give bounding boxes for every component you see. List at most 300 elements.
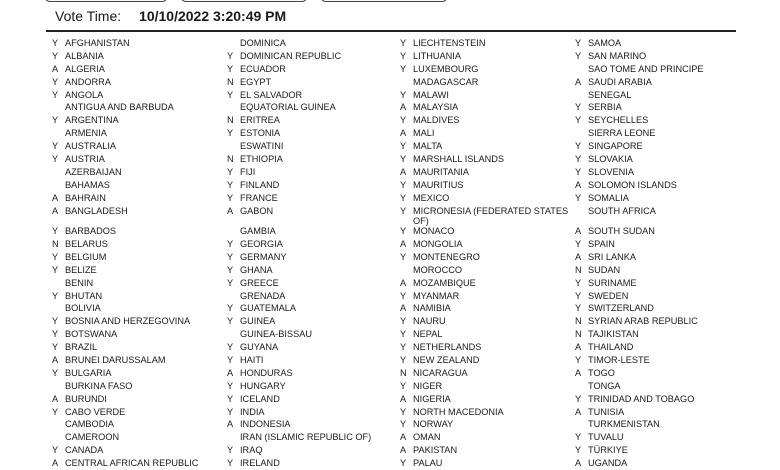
vote-value: N	[575, 329, 582, 340]
vote-row	[52, 342, 224, 355]
vote-row	[400, 355, 572, 368]
country-name: BENIN	[65, 277, 94, 288]
vote-row	[227, 226, 399, 239]
vote-row	[52, 193, 224, 206]
vote-value: A	[52, 458, 59, 469]
country-name: BAHAMAS	[65, 179, 110, 190]
vote-row	[227, 458, 399, 470]
country-name: ANDORRA	[65, 76, 111, 87]
vote-row	[52, 90, 224, 103]
vote-row	[52, 303, 224, 316]
country-name: CAMEROON	[65, 432, 120, 443]
vote-row	[227, 445, 399, 458]
country-name: CABO VERDE	[65, 406, 126, 417]
vote-value: Y	[227, 264, 234, 275]
country-name: SENEGAL	[588, 89, 632, 100]
vote-value: Y	[52, 367, 59, 378]
vote-value: Y	[227, 316, 234, 327]
country-column-2	[227, 38, 399, 470]
country-name: NEPAL	[413, 329, 443, 340]
country-name: LITHUANIA	[413, 50, 461, 61]
country-name: SWITZERLAND	[588, 303, 654, 314]
vote-row	[52, 77, 224, 90]
country-name: AUSTRALIA	[65, 141, 117, 152]
vote-row	[575, 102, 747, 115]
vote-row	[575, 252, 747, 265]
vote-value: A	[575, 251, 582, 262]
country-name: ESTONIA	[240, 128, 281, 139]
country-name: GRENADA	[240, 290, 286, 301]
vote-value: Y	[575, 141, 582, 152]
vote-row	[400, 51, 572, 64]
country-name: NIGERIA	[413, 393, 451, 404]
country-name: ARMENIA	[65, 128, 107, 139]
country-name: ETHIOPIA	[240, 154, 283, 165]
country-name: DOMINICAN REPUBLIC	[240, 50, 342, 61]
vote-row	[227, 102, 399, 115]
vote-value: Y	[227, 192, 234, 203]
country-name: TUVALU	[588, 432, 624, 443]
country-name: SEYCHELLES	[588, 115, 649, 126]
vote-row	[575, 368, 747, 381]
country-name: SOMALIA	[588, 192, 629, 203]
country-name: IRAN (ISLAMIC REPUBLIC OF)	[240, 432, 372, 443]
country-name: ECUADOR	[240, 63, 286, 74]
vote-value: Y	[227, 445, 234, 456]
vote-row	[52, 265, 224, 278]
vote-row	[575, 193, 747, 206]
vote-value: Y	[575, 290, 582, 301]
country-name: GREECE	[240, 277, 279, 288]
vote-value: Y	[400, 406, 407, 417]
country-name: MONACO	[413, 226, 455, 237]
country-name: FINLAND	[240, 179, 280, 190]
country-name: INDIA	[240, 406, 265, 417]
vote-row	[400, 206, 572, 227]
country-column-3	[400, 38, 572, 470]
country-name: SLOVAKIA	[588, 154, 633, 165]
vote-row	[52, 226, 224, 239]
country-name: GABON	[240, 205, 274, 216]
vote-time	[55, 8, 286, 24]
country-name: SERBIA	[588, 102, 622, 113]
vote-value: Y	[227, 179, 234, 190]
vote-value: N	[575, 316, 582, 327]
vote-row	[400, 381, 572, 394]
country-name: TONGA	[588, 380, 621, 391]
vote-value: Y	[52, 76, 59, 87]
vote-value: A	[575, 76, 582, 87]
vote-row	[400, 128, 572, 141]
vote-row	[227, 419, 399, 432]
country-name: SYRIAN ARAB REPUBLIC	[588, 316, 698, 327]
country-name: EL SALVADOR	[240, 89, 303, 100]
vote-row	[400, 368, 572, 381]
vote-value: A	[575, 179, 582, 190]
vote-value: Y	[400, 179, 407, 190]
vote-value: Y	[227, 277, 234, 288]
vote-time-value: 10/10/2022 3:20:49 PM	[139, 8, 287, 24]
country-name: GHANA	[240, 264, 273, 275]
vote-value: Y	[400, 251, 407, 262]
vote-row	[52, 167, 224, 180]
vote-row	[52, 419, 224, 432]
country-name: NETHERLANDS	[413, 342, 482, 353]
vote-value: Y	[400, 192, 407, 203]
country-name: SLOVENIA	[588, 166, 634, 177]
vote-row	[400, 193, 572, 206]
vote-row	[400, 64, 572, 77]
vote-row	[52, 252, 224, 265]
vote-row	[52, 102, 224, 115]
country-name: GUYANA	[240, 342, 279, 353]
country-name: MAURITIUS	[413, 179, 464, 190]
country-name: BOSNIA AND HERZEGOVINA	[65, 316, 191, 327]
vote-value: A	[227, 367, 234, 378]
vote-row	[575, 291, 747, 304]
vote-row	[400, 226, 572, 239]
country-name: ERITREA	[240, 115, 280, 126]
vote-value: Y	[52, 115, 59, 126]
country-name: ALGERIA	[65, 63, 105, 74]
vote-row	[400, 265, 572, 278]
country-name: HONDURAS	[240, 367, 293, 378]
top-button-middle[interactable]	[180, 0, 308, 2]
vote-value: N	[227, 154, 234, 165]
vote-value: Y	[52, 226, 59, 237]
vote-row	[227, 291, 399, 304]
vote-row	[575, 381, 747, 394]
vote-value: Y	[227, 393, 234, 404]
vote-row	[227, 265, 399, 278]
vote-row	[227, 432, 399, 445]
vote-row	[400, 90, 572, 103]
country-name: GAMBIA	[240, 226, 276, 237]
country-name: SAO TOME AND PRINCIPE	[588, 63, 704, 74]
vote-value: Y	[575, 166, 582, 177]
vote-row	[575, 432, 747, 445]
vote-row	[52, 154, 224, 167]
country-name: THAILAND	[588, 342, 634, 353]
country-name: SPAIN	[588, 238, 615, 249]
vote-row	[52, 128, 224, 141]
country-name: FIJI	[240, 166, 256, 177]
vote-row	[575, 355, 747, 368]
header-divider	[46, 30, 736, 32]
vote-row	[575, 167, 747, 180]
vote-row	[575, 419, 747, 432]
vote-row	[400, 167, 572, 180]
country-name: SIERRA LEONE	[588, 128, 656, 139]
vote-value: Y	[52, 342, 59, 353]
vote-value: Y	[52, 50, 59, 61]
vote-row	[227, 115, 399, 128]
country-name: MOROCCO	[413, 264, 462, 275]
country-name: CENTRAL AFRICAN REPUBLIC	[65, 458, 199, 469]
country-name: BOTSWANA	[65, 329, 118, 340]
vote-row	[52, 368, 224, 381]
vote-row	[400, 239, 572, 252]
country-name: SWEDEN	[588, 290, 629, 301]
vote-row	[227, 77, 399, 90]
country-name: TUNISIA	[588, 406, 625, 417]
vote-value: Y	[400, 50, 407, 61]
vote-row	[400, 180, 572, 193]
vote-row	[227, 239, 399, 252]
vote-row	[52, 432, 224, 445]
vote-value: A	[400, 277, 407, 288]
country-name: EQUATORIAL GUINEA	[240, 102, 336, 113]
country-name: MALTA	[413, 141, 443, 152]
country-name: BAHRAIN	[65, 192, 106, 203]
vote-row	[575, 128, 747, 141]
vote-value: N	[575, 264, 582, 275]
vote-row	[52, 64, 224, 77]
vote-row	[575, 51, 747, 64]
country-name: SAMOA	[588, 38, 622, 48]
vote-value: Y	[52, 445, 59, 456]
vote-value: Y	[227, 354, 234, 365]
vote-row	[400, 154, 572, 167]
vote-row	[227, 154, 399, 167]
vote-row	[400, 252, 572, 265]
vote-row	[52, 445, 224, 458]
country-name: AFGHANISTAN	[65, 38, 130, 48]
country-name: ANTIGUA AND BARBUDA	[65, 102, 174, 113]
vote-value: Y	[227, 406, 234, 417]
vote-row	[227, 394, 399, 407]
vote-value: Y	[400, 316, 407, 327]
vote-value: Y	[52, 38, 59, 48]
country-name: BELGIUM	[65, 251, 107, 262]
country-name: GUATEMALA	[240, 303, 296, 314]
country-name: TURKMENISTAN	[588, 419, 660, 430]
vote-value: Y	[227, 50, 234, 61]
country-name: MALDIVES	[413, 115, 460, 126]
vote-row	[52, 180, 224, 193]
vote-row	[575, 141, 747, 154]
vote-value: Y	[400, 380, 407, 391]
vote-row	[227, 206, 399, 227]
country-column-4	[575, 38, 747, 470]
country-name: BRUNEI DARUSSALAM	[65, 354, 166, 365]
vote-row	[575, 445, 747, 458]
vote-value: Y	[227, 380, 234, 391]
country-name: OMAN	[413, 432, 441, 443]
country-name: NEW ZEALAND	[413, 354, 480, 365]
country-name: NORTH MACEDONIA	[413, 406, 504, 417]
vote-value: Y	[575, 115, 582, 126]
vote-value: A	[400, 445, 407, 456]
vote-row	[227, 141, 399, 154]
country-name: TAJIKISTAN	[588, 329, 639, 340]
vote-value: Y	[52, 141, 59, 152]
country-name: MEXICO	[413, 192, 450, 203]
vote-row	[52, 381, 224, 394]
country-name: SINGAPORE	[588, 141, 643, 152]
vote-value: Y	[400, 354, 407, 365]
vote-value: N	[227, 115, 234, 126]
vote-value: A	[400, 102, 407, 113]
vote-value: A	[575, 458, 582, 469]
country-name: SUDAN	[588, 264, 621, 275]
vote-value: A	[52, 205, 59, 216]
vote-row	[227, 407, 399, 420]
country-name: BANGLADESH	[65, 205, 128, 216]
vote-row	[400, 303, 572, 316]
vote-value: A	[400, 128, 407, 139]
vote-value: Y	[575, 38, 582, 48]
country-name: SOUTH SUDAN	[588, 226, 655, 237]
vote-row	[52, 206, 224, 227]
vote-value: A	[400, 393, 407, 404]
country-name: PAKISTAN	[413, 445, 458, 456]
vote-row	[52, 278, 224, 291]
vote-row	[227, 329, 399, 342]
country-name: HUNGARY	[240, 380, 286, 391]
vote-row	[52, 51, 224, 64]
vote-row	[52, 329, 224, 342]
country-name: NIGER	[413, 380, 443, 391]
country-name: MALAYSIA	[413, 102, 459, 113]
vote-row	[575, 329, 747, 342]
country-name: BURUNDI	[65, 393, 107, 404]
country-name: SAN MARINO	[588, 50, 647, 61]
vote-row	[575, 407, 747, 420]
vote-row	[575, 265, 747, 278]
vote-value: Y	[227, 251, 234, 262]
country-name: LUXEMBOURG	[413, 63, 479, 74]
country-name: MARSHALL ISLANDS	[413, 154, 505, 165]
vote-row	[227, 128, 399, 141]
country-name: IRELAND	[240, 458, 280, 469]
vote-value: A	[227, 205, 234, 216]
vote-time-label: Vote Time:	[55, 8, 122, 24]
vote-value: Y	[400, 342, 407, 353]
country-name: AZERBAIJAN	[65, 166, 122, 177]
country-name: DOMINICA	[240, 38, 286, 48]
vote-row	[575, 316, 747, 329]
country-name: MOZAMBIQUE	[413, 277, 476, 288]
vote-row	[575, 180, 747, 193]
vote-row	[575, 90, 747, 103]
vote-value: A	[400, 303, 407, 314]
country-name: BULGARIA	[65, 367, 112, 378]
vote-value: Y	[575, 154, 582, 165]
country-name: BARBADOS	[65, 226, 117, 237]
vote-row	[52, 141, 224, 154]
vote-value: Y	[575, 303, 582, 314]
vote-row	[52, 316, 224, 329]
vote-row	[52, 115, 224, 128]
vote-value: Y	[52, 329, 59, 340]
vote-value: Y	[400, 290, 407, 301]
country-name: TRINIDAD AND TOBAGO	[588, 393, 695, 404]
country-name: TOGO	[588, 367, 615, 378]
vote-value: N	[227, 76, 234, 87]
vote-value: A	[52, 192, 59, 203]
vote-row	[52, 458, 224, 470]
country-name: CANADA	[65, 445, 104, 456]
country-column-1	[52, 38, 224, 470]
vote-row	[52, 291, 224, 304]
vote-row	[575, 226, 747, 239]
country-name: NICARAGUA	[413, 367, 468, 378]
country-name: MONTENEGRO	[413, 251, 480, 262]
country-name: MICRONESIA (FEDERATED STATES OF)	[413, 205, 569, 226]
country-name: MALI	[413, 128, 435, 139]
vote-row	[575, 154, 747, 167]
country-name: AUSTRIA	[65, 154, 105, 165]
country-name: TIMOR-LESTE	[588, 354, 650, 365]
vote-value: Y	[400, 226, 407, 237]
vote-value: A	[400, 432, 407, 443]
vote-value: Y	[400, 63, 407, 74]
vote-value: A	[52, 393, 59, 404]
vote-row	[227, 381, 399, 394]
vote-value: Y	[400, 205, 407, 216]
vote-value: A	[52, 63, 59, 74]
vote-row	[400, 291, 572, 304]
vote-value: N	[52, 238, 59, 249]
vote-row	[227, 90, 399, 103]
country-name: NAURU	[413, 316, 446, 327]
vote-row	[575, 77, 747, 90]
top-button-left[interactable]	[44, 0, 168, 2]
country-name: IRAQ	[240, 445, 263, 456]
country-name: PALAU	[413, 458, 443, 469]
vote-value: Y	[52, 264, 59, 275]
country-name: EGYPT	[240, 76, 272, 87]
vote-value: Y	[575, 393, 582, 404]
vote-row	[575, 458, 747, 470]
vote-value: Y	[227, 238, 234, 249]
vote-value: Y	[400, 154, 407, 165]
vote-row	[400, 141, 572, 154]
country-name: FRANCE	[240, 192, 278, 203]
vote-value: Y	[400, 89, 407, 100]
vote-value: Y	[400, 38, 407, 48]
vote-row	[400, 394, 572, 407]
vote-value: Y	[400, 419, 407, 430]
vote-value: Y	[400, 458, 407, 469]
country-name: MONGOLIA	[413, 238, 463, 249]
vote-row	[400, 432, 572, 445]
top-button-right[interactable]	[320, 0, 448, 2]
vote-value: A	[575, 367, 582, 378]
vote-value: Y	[400, 329, 407, 340]
country-name: ANGOLA	[65, 89, 104, 100]
country-name: SRI LANKA	[588, 251, 636, 262]
vote-row	[52, 407, 224, 420]
vote-row	[400, 77, 572, 90]
vote-row	[400, 419, 572, 432]
vote-row	[575, 342, 747, 355]
country-name: HAITI	[240, 354, 264, 365]
country-name: LIECHTENSTEIN	[413, 38, 486, 48]
country-name: SOLOMON ISLANDS	[588, 179, 677, 190]
country-name: ICELAND	[240, 393, 280, 404]
country-name: GEORGIA	[240, 238, 283, 249]
vote-value: Y	[227, 128, 234, 139]
vote-value: Y	[575, 432, 582, 443]
vote-row	[575, 394, 747, 407]
vote-row	[227, 278, 399, 291]
vote-value: Y	[52, 154, 59, 165]
vote-row	[227, 355, 399, 368]
vote-value: N	[400, 367, 407, 378]
vote-value: Y	[227, 89, 234, 100]
